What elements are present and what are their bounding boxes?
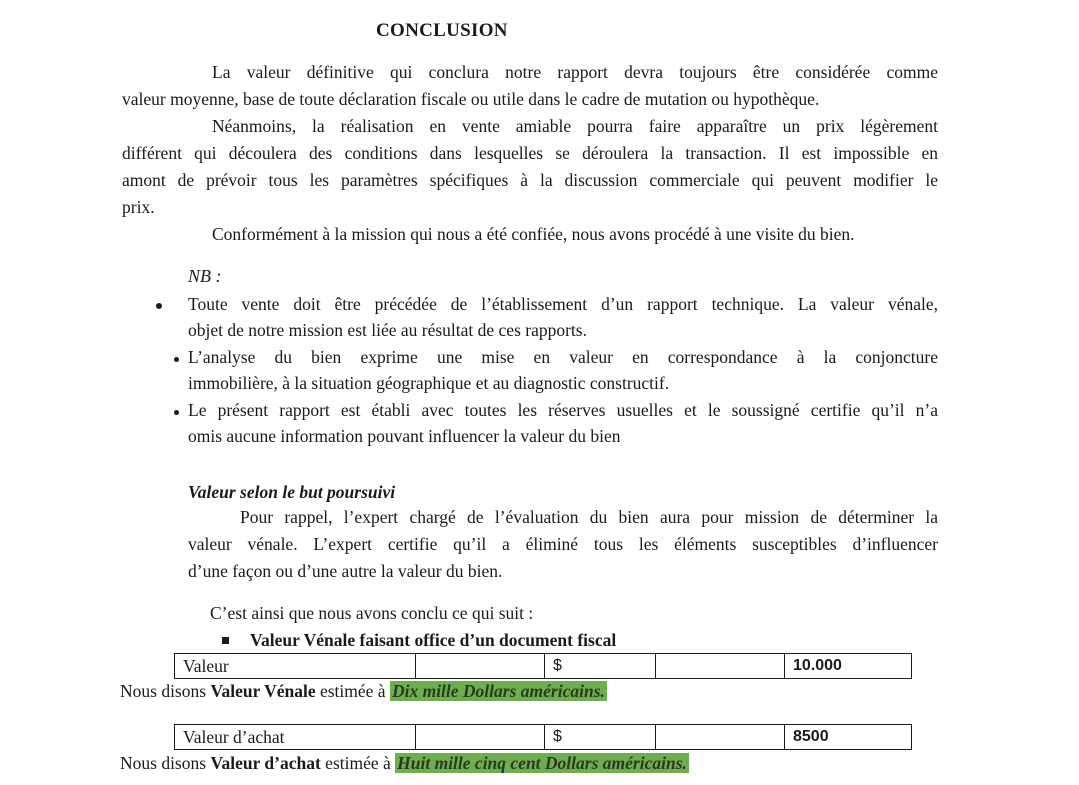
paragraph-line: La valeur définitive qui conclura notre rapport devra toujours être considérée comme xyxy=(212,62,938,82)
paragraph-line: différent qui découlera des conditions dans lesquelles se déroulera la transaction. Il est impossible en xyxy=(122,143,938,163)
sentence-middle: estimée à xyxy=(320,753,396,773)
list-item-line: immobilière, à la situation géographique et au diagnostic constructif. xyxy=(188,373,670,393)
paragraph-line: valeur moyenne, base de toute déclaration fiscale ou utile dans le cadre de mutation ou hypothèque. xyxy=(122,89,820,109)
list-item-line: Toute vente doit être précédée de l’établissement d’un rapport technique. La valeur vénale, xyxy=(188,294,938,314)
valeur-achat-table xyxy=(174,724,912,750)
table-empty-cell xyxy=(416,654,545,679)
list-item-line: L’analyse du bien exprime une mise en valeur en correspondance à la conjoncture xyxy=(188,347,938,367)
paragraph-line: Conformément à la mission qui nous a été confiée, nous avons procédé à une visite du bien. xyxy=(212,224,855,244)
table-amount-cell: 8500 xyxy=(785,725,912,750)
table-empty-cell xyxy=(656,725,785,750)
highlighted-amount: Huit mille cinq cent Dollars américains. xyxy=(397,753,687,773)
paragraph-line: d’une façon ou d’une autre la valeur du bien. xyxy=(188,561,503,581)
nb-title: NB : xyxy=(188,266,222,286)
valeur-achat-sentence xyxy=(120,753,689,774)
section-heading: Valeur selon le but poursuivi xyxy=(188,482,396,502)
paragraph-line: prix. xyxy=(122,197,155,217)
paragraph-line: Néanmoins, la réalisation en vente amiable pourra faire apparaître un prix légèrement xyxy=(212,116,938,136)
valeur-table xyxy=(174,653,912,679)
list-item-line: objet de notre mission est liée au résultat de ces rapports. xyxy=(188,320,587,340)
list-item-line: omis aucune information pouvant influencer la valeur du bien xyxy=(188,426,621,446)
table-label-cell: Valeur xyxy=(175,654,416,679)
table-empty-cell xyxy=(416,725,545,750)
table-currency-cell: $ xyxy=(545,654,656,679)
highlighted-amount: Dix mille Dollars américains. xyxy=(391,681,605,701)
square-bullet-icon xyxy=(222,637,229,644)
sentence-bold: Valeur d’achat xyxy=(210,753,321,773)
list-item-line: Le présent rapport est établi avec toutes les réserves usuelles et le soussigné certifie qu’il n’a xyxy=(188,400,938,420)
table-empty-cell xyxy=(656,654,785,679)
bullet-dot-icon xyxy=(174,357,179,362)
conclusion-intro: C’est ainsi que nous avons conclu ce qui suit : xyxy=(210,603,534,623)
table-amount-cell: 10.000 xyxy=(785,654,912,679)
bullet-dot-icon xyxy=(156,303,162,309)
sentence-bold: Valeur Vénale xyxy=(210,681,316,701)
table-currency-cell: $ xyxy=(545,725,656,750)
table-label-cell: Valeur d’achat xyxy=(175,725,416,750)
valeur-venale-sentence xyxy=(120,681,607,702)
bullet-dot-icon xyxy=(174,410,179,415)
table-row xyxy=(175,654,912,679)
sentence-prefix: Nous disons xyxy=(120,753,211,773)
paragraph-line: amont de prévoir tous les paramètres spécifiques à la discussion commerciale qui peuvent modifier le xyxy=(122,170,938,190)
sentence-middle: estimée à xyxy=(315,681,390,701)
table-row xyxy=(175,725,912,750)
valeur-venale-title: Valeur Vénale faisant office d’un document fiscal xyxy=(250,630,617,650)
paragraph-line: valeur vénale. L’expert certifie qu’il a éliminé tous les éléments susceptibles d’influencer xyxy=(188,534,938,554)
page-title: CONCLUSION xyxy=(376,20,508,41)
sentence-prefix: Nous disons xyxy=(120,681,211,701)
paragraph-line: Pour rappel, l’expert chargé de l’évaluation du bien aura pour mission de déterminer la xyxy=(240,507,938,527)
